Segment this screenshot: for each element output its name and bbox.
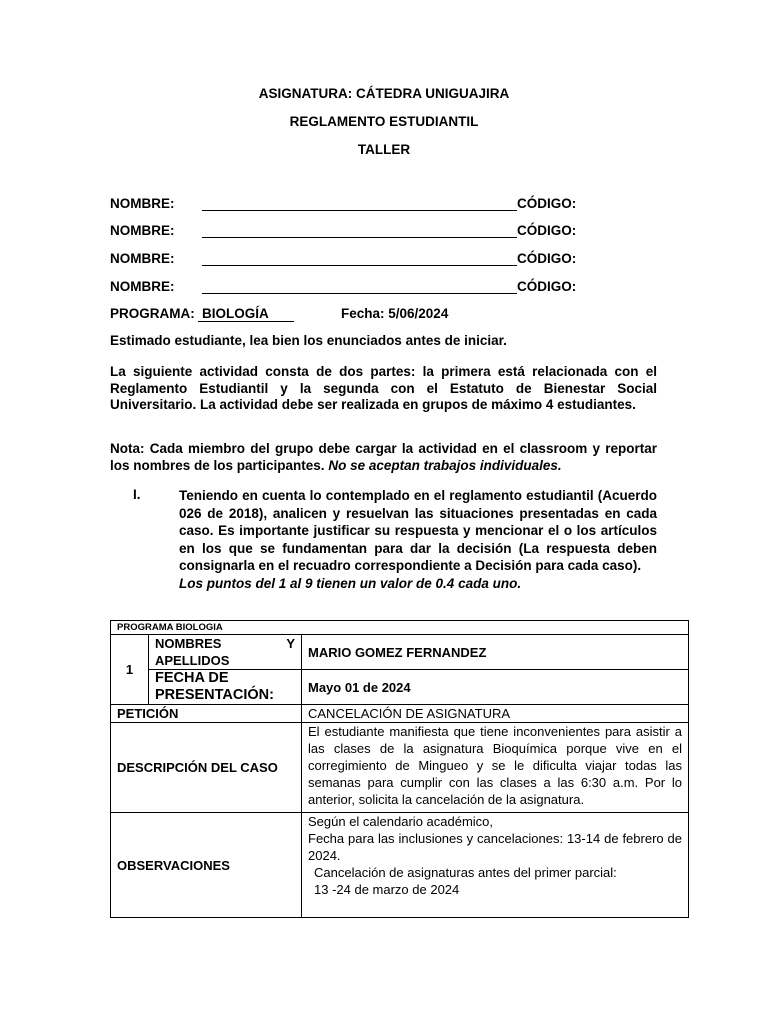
points-note: Los puntos del 1 al 9 tienen un valor de 0.4 cada uno.	[179, 575, 522, 591]
obs-line: Según el calendario académico,	[308, 814, 494, 829]
observations-value-cell	[302, 813, 689, 918]
note-emphasis: No se aceptan trabajos individuales.	[328, 457, 562, 473]
description-label-cell: DESCRIPCIÓN DEL CASO	[111, 723, 302, 813]
date-label-b: PRESENTACIÓN:	[155, 687, 274, 703]
names-label-a: NOMBRES	[155, 636, 222, 651]
table-row	[111, 635, 689, 670]
date-text: Fecha: 5/06/2024	[341, 306, 449, 321]
code-label: CÓDIGO:	[517, 196, 577, 211]
date-label-a: FECHA DE	[155, 670, 229, 686]
note-body: Nota: Cada miembro del grupo debe cargar la actividad en el classroom y reportar los nombres de los participantes.	[110, 441, 657, 473]
subject-title: ASIGNATURA: CÁTEDRA UNIGUAJIRA	[258, 86, 510, 101]
name-field[interactable]	[202, 279, 517, 294]
obs-line: Cancelación de asignaturas antes del primer parcial:	[314, 865, 617, 880]
date-label-cell	[149, 670, 302, 705]
code-label: CÓDIGO:	[517, 251, 577, 266]
activity-text: La siguiente actividad consta de dos partes: la primera está relacionada con el Reglamento Estudiantil y la segunda con el Estatuto de Bienestar Social Universitario. La actividad debe ser realizada en grupos de máximo 4 estudiantes.	[110, 364, 657, 412]
name-label: NOMBRE:	[110, 279, 175, 294]
table-row	[111, 705, 689, 723]
table-row	[111, 813, 689, 918]
obs-line: 13 -24 de marzo de 2024	[314, 882, 460, 897]
names-label-c: APELLIDOS	[155, 653, 230, 668]
name-field[interactable]	[202, 223, 517, 238]
names-label-line	[155, 635, 295, 652]
names-label-b: Y	[286, 636, 295, 651]
section-number: I.	[133, 487, 141, 502]
case-table	[110, 620, 689, 918]
name-field[interactable]	[202, 251, 517, 266]
table-row	[111, 670, 689, 705]
name-label: NOMBRE:	[110, 223, 175, 238]
observations-label-cell: OBSERVACIONES	[111, 813, 302, 918]
table-row	[111, 621, 689, 635]
section-instructions: Teniendo en cuenta lo contemplado en el reglamento estudiantil (Acuerdo 026 de 2018), analicen y resuelvan las situaciones presentadas en cada caso. Es importante justificar su respuesta y mencionar el o los artículos en los que se fundamentan para dar la decisión (La respuesta deben consignarla en el recuadro correspondiente a Decisión para cada caso).	[179, 488, 657, 574]
program-header-cell: PROGRAMA BIOLOGIA	[111, 621, 689, 635]
description-value-cell: El estudiante manifiesta que tiene inconvenientes para asistir a las clases de la asignatura Bioquímica porque vive en el corregimiento de Mingueo y se le dificulta viajar todas las semanas para cumplir con las clases a las 6:30 a.m. Por lo anterior, solicita la cancelación de la asignatura.	[302, 723, 689, 813]
section-text	[179, 487, 657, 593]
petition-value-cell: CANCELACIÓN DE ASIGNATURA	[302, 705, 689, 723]
obs-line: Fecha para las inclusiones y cancelaciones: 13-14 de febrero de 2024.	[308, 831, 682, 863]
program-value: BIOLOGÍA	[198, 306, 294, 322]
regulation-title: REGLAMENTO ESTUDIANTIL	[289, 114, 479, 129]
name-field[interactable]	[202, 196, 517, 211]
date-value-cell: Mayo 01 de 2024	[302, 670, 689, 705]
workshop-title: TALLER	[357, 142, 411, 157]
code-label: CÓDIGO:	[517, 279, 577, 294]
name-label: NOMBRE:	[110, 251, 175, 266]
table-row	[111, 723, 689, 813]
petition-label-cell: PETICIÓN	[111, 705, 302, 723]
case-number-cell: 1	[111, 635, 149, 705]
names-value-cell: MARIO GOMEZ FERNANDEZ	[302, 635, 689, 670]
note-text	[110, 441, 657, 474]
name-label: NOMBRE:	[110, 196, 175, 211]
program-label: PROGRAMA:	[110, 306, 195, 321]
code-label: CÓDIGO:	[517, 223, 577, 238]
greeting-text: Estimado estudiante, lea bien los enunciados antes de iniciar.	[110, 333, 507, 348]
names-label-cell	[149, 635, 302, 670]
